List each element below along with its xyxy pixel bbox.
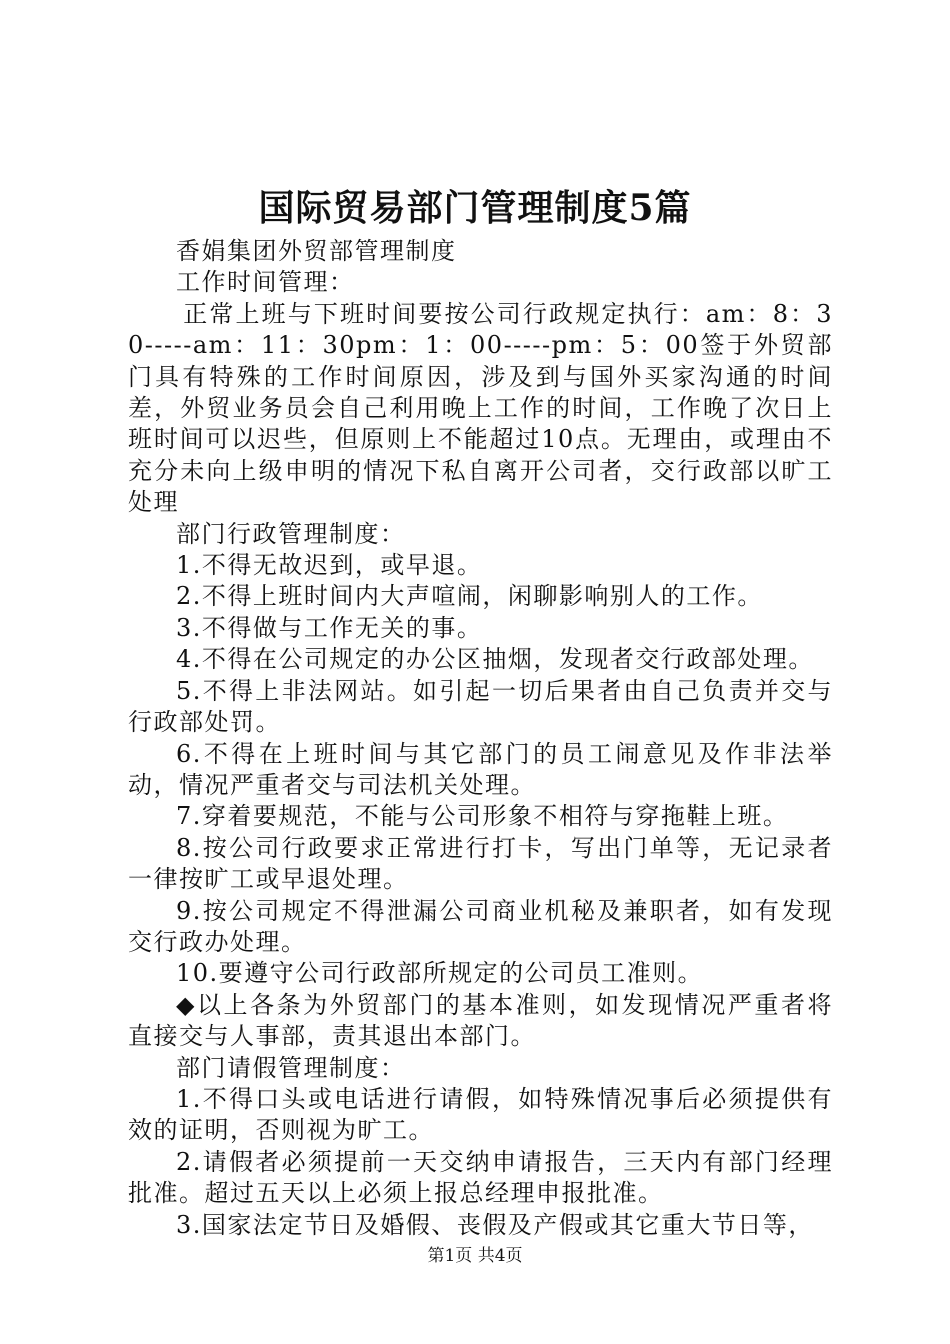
paragraph-summary-note: ◆以上各条为外贸部门的基本准则，如发现情况严重者将直接交与人事部，责其退出本部门。 [128,990,833,1051]
paragraph-leave-rule-3: 3.国家法定节日及婚假、丧假及产假或其它重大节日等， [176,1210,814,1239]
paragraph-work-hours: 正常上班与下班时间要按公司行政规定执行：am：8：30-----am：11：30pm：1：00-----pm：5：00签于外贸部门具有特殊的工作时间原因，涉及到与国外买家沟通的时间差，外贸业务员会自己利用晚上工作的时间，工作晚了次日上班时间可以迟些，但原则上不能超过10点。无理由，或理由不充分未向上级申明的情况下私自离开公司者，交行政部以旷工处理 [128,299,833,517]
paragraph-rule-8: 8.按公司行政要求正常进行打卡，写出门单等，无记录者一律按旷工或早退处理。 [128,833,833,894]
paragraph-rule-3: 3.不得做与工作无关的事。 [176,613,483,642]
paragraph-rule-6: 6.不得在上班时间与其它部门的员工闹意见及作非法举动，情况严重者交与司法机关处理。 [128,739,833,799]
paragraph-leave-heading: 部门请假管理制度： [176,1053,406,1082]
page-footer: 第1页 共4页 [427,1246,523,1266]
paragraph-rule-1: 1.不得无故迟到，或早退。 [176,551,483,580]
document-title: 国际贸易部门管理制度5篇 [258,187,692,229]
paragraph-rule-2: 2.不得上班时间内大声喧闹，闲聊影响别人的工作。 [176,582,763,611]
paragraph-leave-rule-2: 2.请假者必须提前一天交纳申请报告，三天内有部门经理批准。超过五天以上必须上报总经理申报批准。 [128,1147,833,1208]
document-body [128,236,833,1241]
paragraph-rule-10: 10.要遵守公司行政部所规定的公司员工准则。 [176,959,704,988]
paragraph-rule-4: 4.不得在公司规定的办公区抽烟，发现者交行政部处理。 [176,645,814,674]
paragraph-admin-heading: 部门行政管理制度： [176,519,406,548]
paragraph-work-time-heading: 工作时间管理： [176,268,355,297]
paragraph-rule-9: 9.按公司规定不得泄漏公司商业机秘及兼职者，如有发现交行政办处理。 [128,896,833,956]
paragraph-leave-rule-1: 1.不得口头或电话进行请假，如特殊情况事后必须提供有效的证明，否则视为旷工。 [128,1084,833,1145]
paragraph-rule-5: 5.不得上非法网站。如引起一切后果者由自己负责并交与行政部处罚。 [128,676,833,737]
paragraph-company-heading: 香娟集团外贸部管理制度 [176,237,457,265]
paragraph-rule-7: 7.穿着要规范，不能与公司形象不相符与穿拖鞋上班。 [176,802,789,831]
